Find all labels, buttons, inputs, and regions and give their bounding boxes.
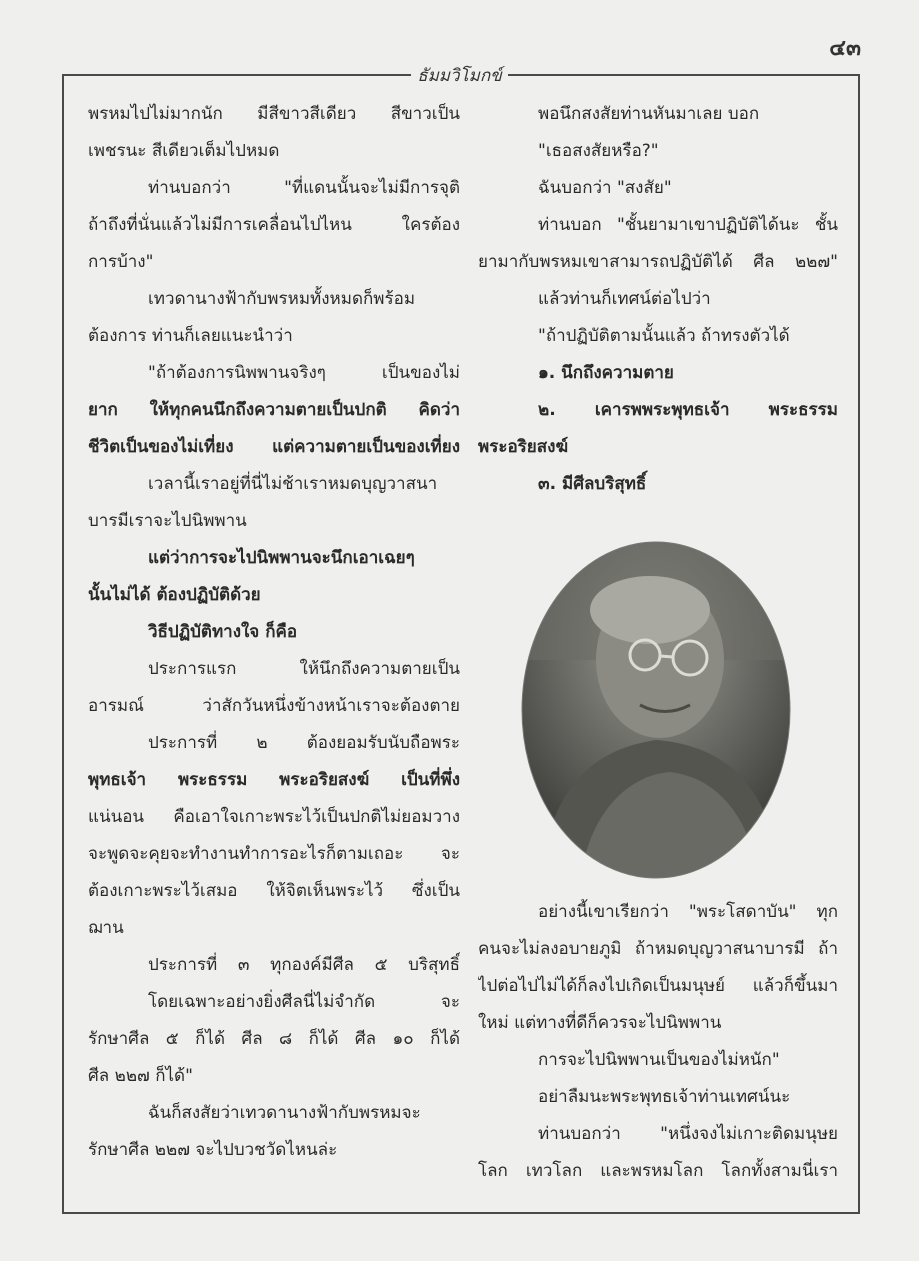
text-line: อารมณ์ ว่าสักวันหนึ่งข้างหน้าเราจะต้องตาย: [88, 696, 460, 716]
text-line: ศีล ๒๒๗ ก็ได้": [88, 1066, 193, 1086]
text-line: เทวดานางฟ้ากับพรหมทั้งหมดก็พร้อม: [148, 289, 416, 309]
text-line: อย่างนี้เขาเรียกว่า "พระโสดาบัน" ทุก: [538, 902, 838, 922]
text-line: ท่านบอกว่า "ที่แดนนั้นจะไม่มีการจุติ: [148, 178, 460, 198]
text-line: ใหม่ แต่ทางที่ดีก็ควรจะไปนิพพาน: [478, 1013, 722, 1033]
text-line: "ถ้าปฏิบัติตามนั้นแล้ว ถ้าทรงตัวได้: [538, 326, 790, 346]
text-line: แล้วท่านก็เทศน์ต่อไปว่า: [538, 289, 711, 309]
page-number: ๔๓: [829, 36, 861, 61]
text-line: ยาก ให้ทุกคนนึกถึงความตายเป็นปกติ คิดว่า: [88, 400, 460, 420]
text-line: ฌาน: [88, 918, 124, 938]
text-line: การบ้าง": [88, 252, 154, 272]
monk-portrait-photo: [520, 540, 792, 880]
text-line: อย่าลืมนะพระพุทธเจ้าท่านเทศน์นะ: [538, 1087, 791, 1107]
text-line: ประการแรก ให้นึกถึงความตายเป็น: [148, 659, 460, 679]
text-line: โดยเฉพาะอย่างยิ่งศีลนี่ไม่จำกัด จะ: [148, 992, 460, 1012]
text-line: แต่ว่าการจะไปนิพพานจะนึกเอาเฉยๆ: [148, 548, 415, 568]
right-column-top: [478, 96, 838, 503]
text-line: วิธีปฏิบัติทางใจ ก็คือ: [148, 622, 298, 642]
text-line: ถ้าถึงที่นั่นแล้วไม่มีการเคลื่อนไปไหน ใครต้อง: [88, 215, 460, 235]
header-title: ธัมมวิโมกข์: [411, 66, 508, 86]
text-line: ยามากับพรหมเขาสามารถปฏิบัติได้ ศีล ๒๒๗": [478, 252, 838, 272]
text-line: ชีวิตเป็นของไม่เที่ยง แต่ความตายเป็นของเที่ยง: [88, 437, 460, 457]
text-line: การจะไปนิพพานเป็นของไม่หนัก": [538, 1050, 780, 1070]
text-line: พุทธเจ้า พระธรรม พระอริยสงฆ์ เป็นที่พึ่ง: [88, 770, 460, 790]
text-line: "เธอสงสัยหรือ?": [538, 141, 659, 161]
left-column: [88, 96, 460, 1169]
text-line: รักษาศีล ๒๒๗ จะไปบวชวัดไหนล่ะ: [88, 1140, 338, 1160]
text-line: ประการที่ ๓ ทุกองค์มีศีล ๕ บริสุทธิ์: [148, 955, 460, 975]
text-line: เวลานี้เราอยู่ที่นี่ไม่ช้าเราหมดบุญวาสนา: [148, 474, 438, 494]
text-line: เพชรนะ สีเดียวเต็มไปหมด: [88, 141, 280, 161]
right-column-bottom: [478, 894, 838, 1190]
text-line: ฉันบอกว่า "สงสัย": [538, 178, 672, 198]
text-line: โลก เทวโลก และพรหมโลก โลกทั้งสามนี่เรา: [478, 1161, 838, 1181]
text-line: ๒. เคารพพระพุทธเจ้า พระธรรม: [538, 400, 838, 420]
text-line: นั้นไม่ได้ ต้องปฏิบัติด้วย: [88, 585, 261, 605]
text-line: ประการที่ ๒ ต้องยอมรับนับถือพระ: [148, 733, 460, 753]
text-line: ๓. มีศีลบริสุทธิ์: [538, 474, 647, 494]
text-line: พระอริยสงฆ์: [478, 437, 569, 457]
running-header: [0, 62, 919, 89]
text-line: รักษาศีล ๕ ก็ได้ ศีล ๘ ก็ได้ ศีล ๑๐ ก็ได้: [88, 1029, 460, 1049]
text-line: ฉันก็สงสัยว่าเทวดานางฟ้ากับพรหมจะ: [148, 1103, 421, 1123]
text-line: ไปต่อไปไม่ได้ก็ลงไปเกิดเป็นมนุษย์ แล้วก็ขึ้นมา: [478, 976, 838, 996]
text-line: ๑. นึกถึงความตาย: [538, 363, 674, 383]
text-line: ต้องเกาะพระไว้เสมอ ให้จิตเห็นพระไว้ ซึ่งเป็น: [88, 881, 460, 901]
text-line: จะพูดจะคุยจะทำงานทำการอะไรก็ตามเถอะ จะ: [88, 844, 460, 864]
text-line: ท่านบอก "ชั้นยามาเขาปฏิบัติได้นะ ชั้น: [538, 215, 838, 235]
text-line: บารมีเราจะไปนิพพาน: [88, 511, 247, 531]
text-line: ท่านบอกว่า "หนึ่งจงไม่เกาะติดมนุษย: [538, 1124, 838, 1144]
text-line: พอนึกสงสัยท่านหันมาเลย บอก: [538, 104, 760, 124]
text-line: "ถ้าต้องการนิพพานจริงๆ เป็นของไม่: [148, 363, 460, 383]
text-line: พรหมไปไม่มากนัก มีสีขาวสีเดียว สีขาวเป็น: [88, 104, 460, 124]
text-line: ต้องการ ท่านก็เลยแนะนำว่า: [88, 326, 293, 346]
text-line: คนจะไม่ลงอบายภูมิ ถ้าหมดบุญวาสนาบารมี ถ้า: [478, 939, 838, 959]
text-line: แน่นอน คือเอาใจเกาะพระไว้เป็นปกติไม่ยอมวาง: [88, 807, 460, 827]
